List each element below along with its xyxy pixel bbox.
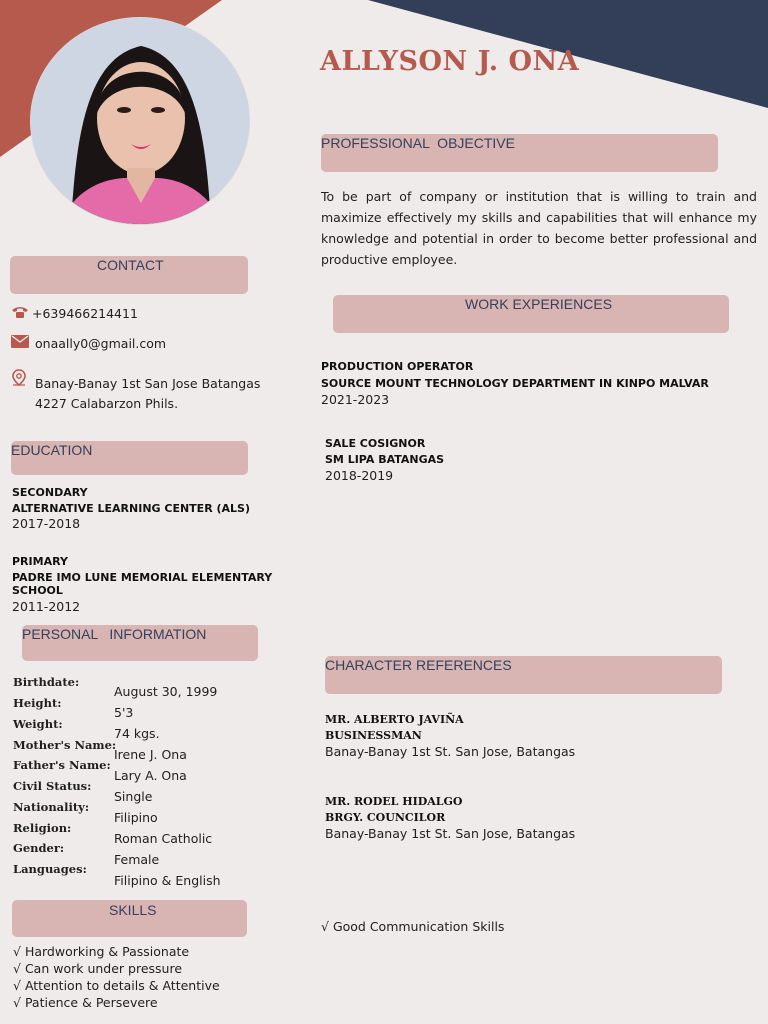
personal-info-value: Roman Catholic	[114, 831, 213, 846]
contact-address-line2: 4227 Calabarzon Phils.	[35, 396, 179, 411]
skill-item: √ Attention to details & Attentive	[13, 978, 220, 993]
personal-info-label: Mother's Name:	[13, 738, 117, 752]
reference-title: BUSINESSMAN	[325, 729, 422, 742]
work-heading: WORK EXPERIENCES	[465, 296, 613, 312]
personal-info-label: Gender:	[13, 841, 65, 855]
profile-photo	[30, 17, 250, 225]
skills-heading: SKILLS	[109, 902, 157, 918]
reference-name: MR. ALBERTO JAVIÑA	[325, 713, 464, 726]
personal-info-value: 5'3	[114, 705, 134, 720]
personal-info-label: Father's Name:	[13, 758, 111, 772]
personal-info-value: Single	[114, 789, 153, 804]
resume-name: ALLYSON J. ONA	[320, 46, 580, 77]
personal-info-value: Filipino & English	[114, 873, 221, 888]
phone-icon	[10, 305, 30, 319]
location-pin-icon	[11, 369, 27, 387]
personal-info-value: Female	[114, 852, 160, 867]
skill-item: √ Can work under pressure	[13, 961, 183, 976]
reference-name: MR. RODEL HIDALGO	[325, 795, 463, 808]
personal-info-label: Height:	[13, 696, 62, 710]
references-heading: CHARACTER REFERENCES	[325, 657, 512, 673]
personal-info-label: Nationality:	[13, 800, 90, 814]
objective-heading: PROFESSIONAL OBJECTIVE	[321, 135, 515, 151]
education-school-cont: SCHOOL	[12, 584, 63, 597]
extra-skill: √ Good Communication Skills	[321, 919, 505, 934]
personal-info-label: Weight:	[13, 717, 63, 731]
skill-item: √ Hardworking & Passionate	[13, 944, 190, 959]
reference-address: Banay-Banay 1st St. San Jose, Batangas	[325, 826, 576, 841]
work-position: SALE COSIGNOR	[325, 437, 426, 450]
education-level: SECONDARY	[12, 486, 88, 499]
personal-info-heading: PERSONAL INFORMATION	[22, 626, 207, 642]
contact-heading: CONTACT	[97, 257, 164, 273]
objective-text: To be part of company or institution that is willing to train and maximize effectively my skills and capabilities that will enhance my knowledge and potential in order to become better professional and productive employee.	[321, 189, 757, 267]
mail-icon	[11, 335, 29, 348]
personal-info-label: Languages:	[13, 862, 87, 876]
work-company: SOURCE MOUNT TECHNOLOGY DEPARTMENT IN KINPO MALVAR	[321, 377, 709, 390]
skill-item: √ Patience & Persevere	[13, 995, 158, 1010]
education-level: PRIMARY	[12, 555, 68, 568]
education-school: PADRE IMO LUNE MEMORIAL ELEMENTARY	[12, 571, 273, 584]
education-heading: EDUCATION	[11, 442, 93, 458]
contact-email: onaally0@gmail.com	[35, 336, 167, 351]
education-years: 2017-2018	[12, 516, 81, 531]
personal-info-value: Lary A. Ona	[114, 768, 187, 783]
personal-info-value: August 30, 1999	[114, 684, 218, 699]
personal-info-label: Birthdate:	[13, 675, 80, 689]
personal-info-value: 74 kgs.	[114, 726, 160, 741]
work-years: 2021-2023	[321, 392, 390, 407]
work-years: 2018-2019	[325, 468, 394, 483]
reference-address: Banay-Banay 1st St. San Jose, Batangas	[325, 744, 576, 759]
personal-info-label: Religion:	[13, 821, 72, 835]
work-company: SM LIPA BATANGAS	[325, 453, 445, 466]
contact-address-line1: Banay-Banay 1st San Jose Batangas	[35, 376, 261, 391]
personal-info-value: Irene J. Ona	[114, 747, 187, 762]
personal-info-label: Civil Status:	[13, 779, 92, 793]
work-position: PRODUCTION OPERATOR	[321, 360, 474, 373]
education-school: ALTERNATIVE LEARNING CENTER (ALS)	[12, 502, 250, 515]
contact-phone: +639466214411	[32, 306, 138, 321]
reference-title: BRGY. COUNCILOR	[325, 811, 446, 824]
personal-info-value: Filipino	[114, 810, 158, 825]
education-years: 2011-2012	[12, 599, 81, 614]
